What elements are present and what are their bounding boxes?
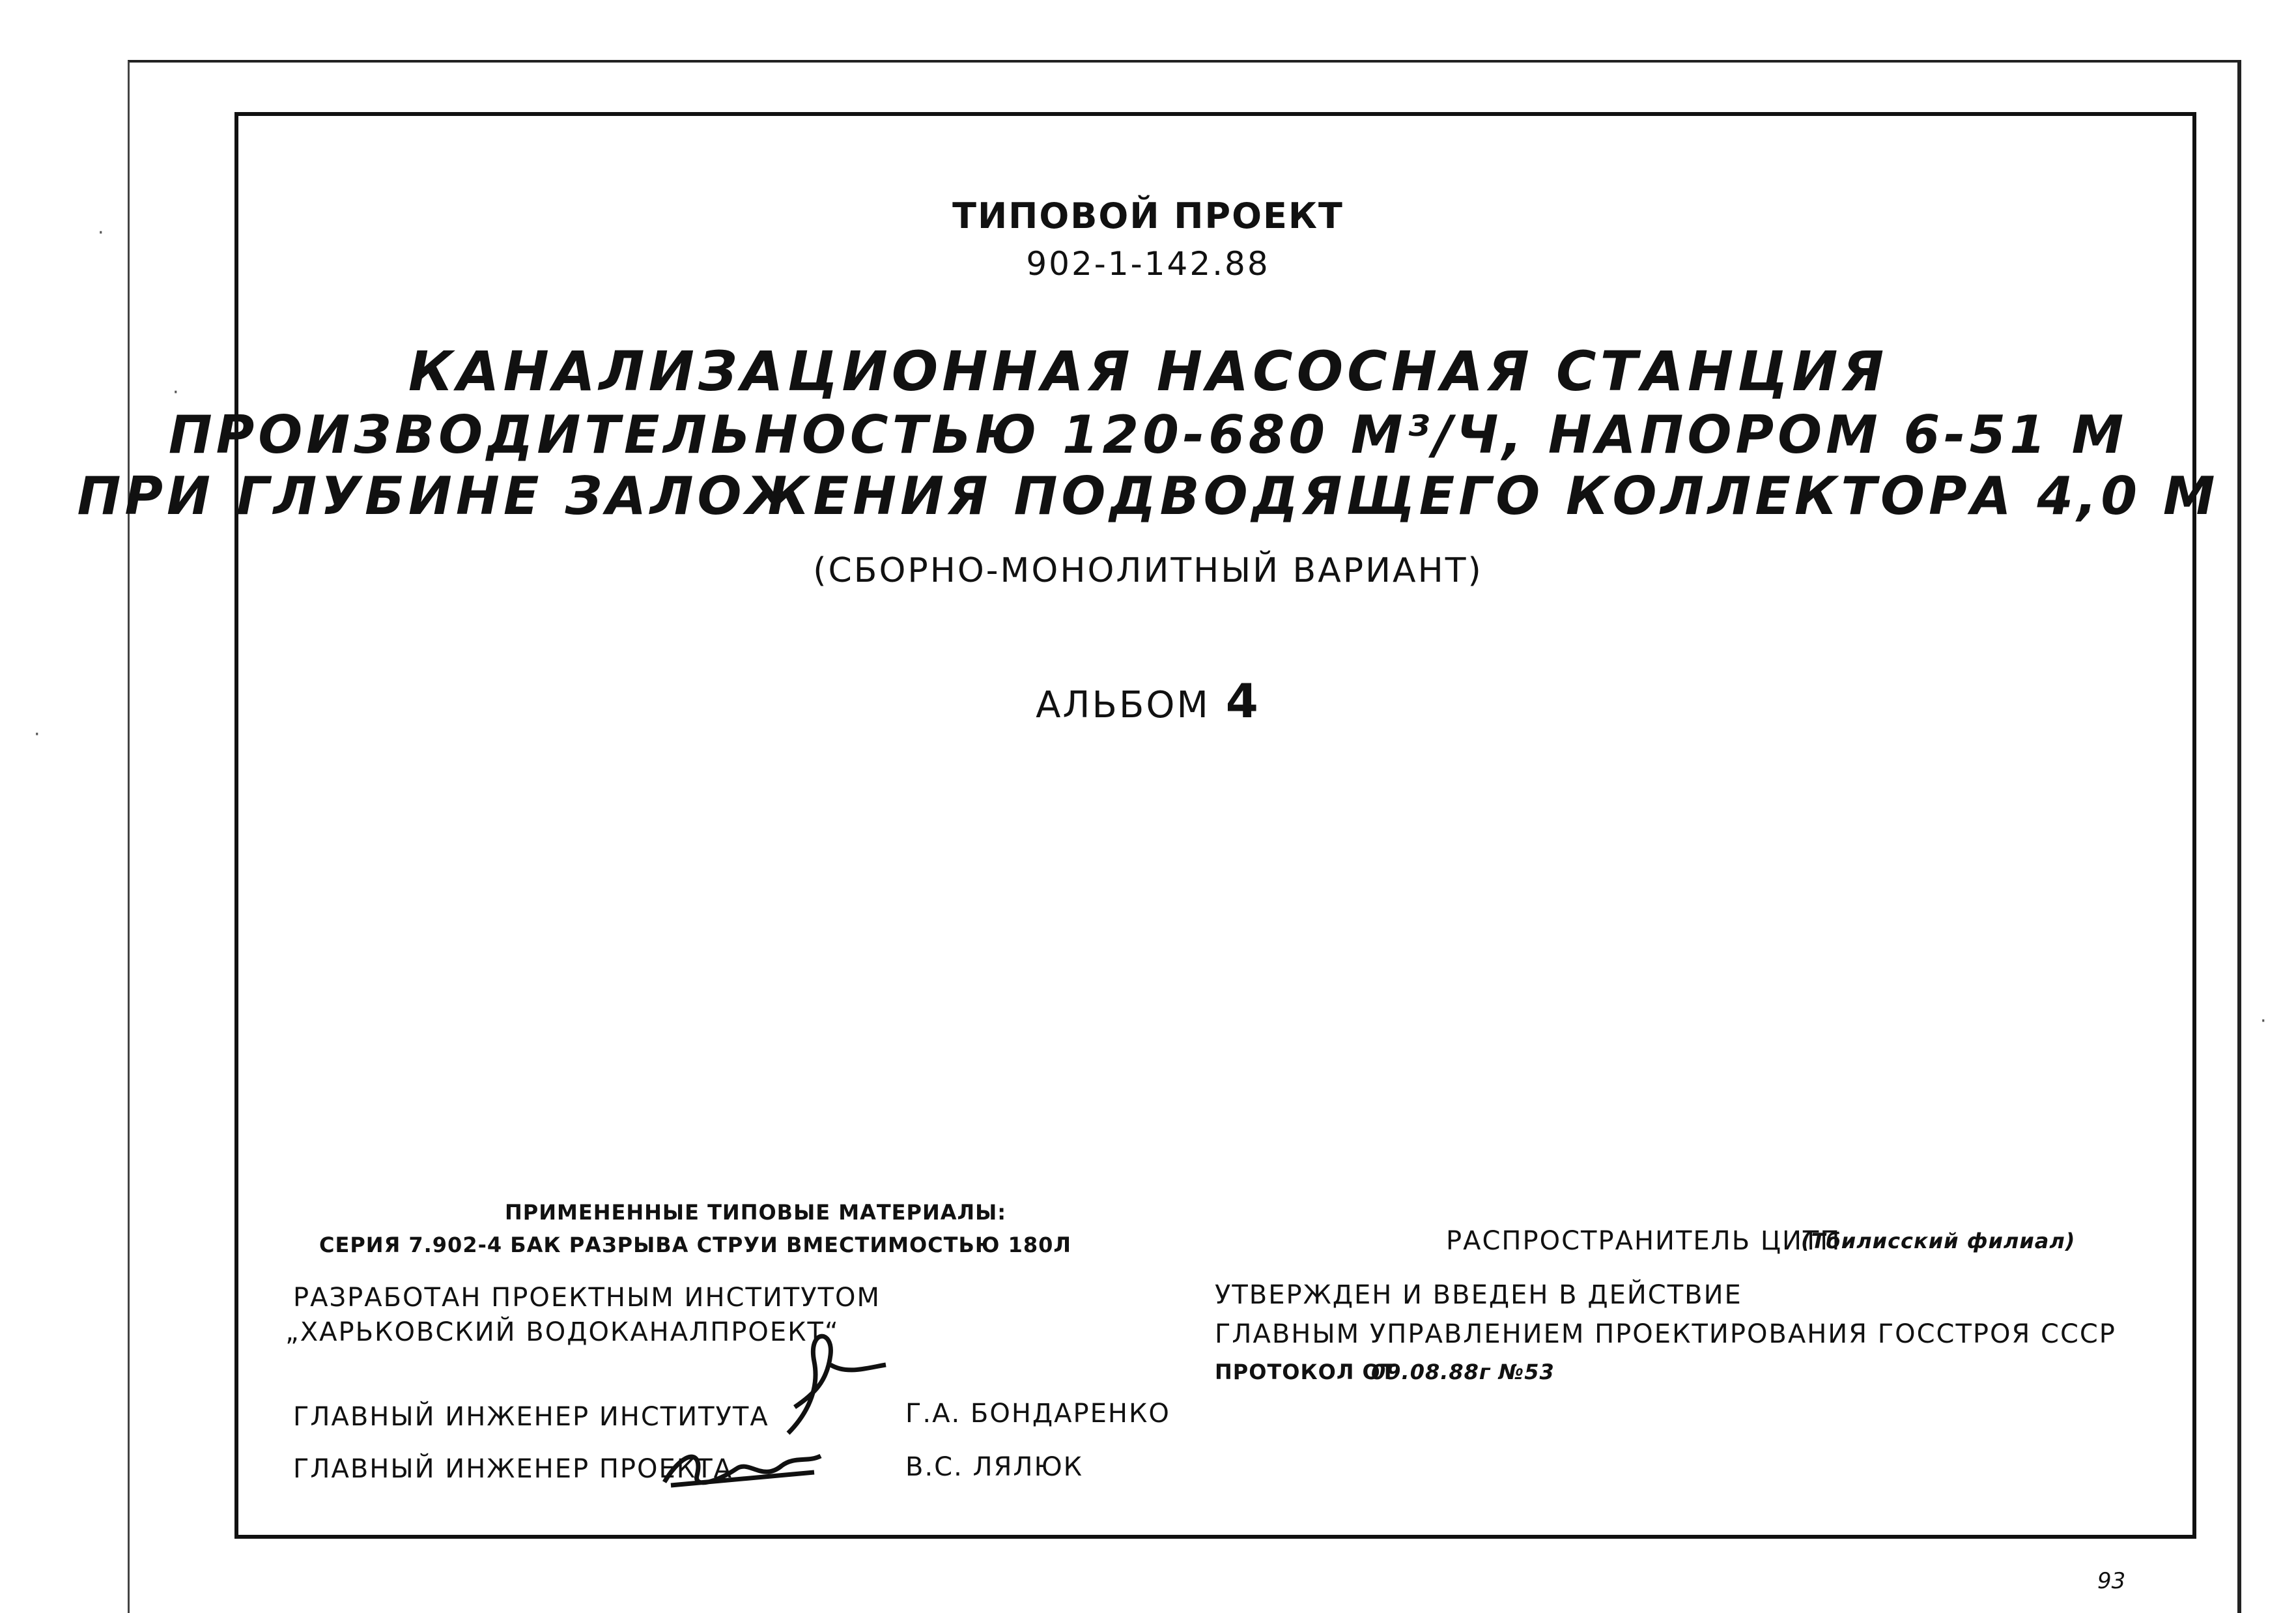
signature-name-2: В.С. ЛЯЛЮК <box>905 1452 1084 1482</box>
approval-line-2: ГЛАВНЫМ УПРАВЛЕНИЕМ ПРОЕКТИРОВАНИЯ ГОССТРОЯ СССР <box>1215 1319 2116 1349</box>
project-code: 902-1-142.88 <box>1026 245 1270 283</box>
scan-speck: · <box>98 221 104 244</box>
project-type: ТИПОВОЙ ПРОЕКТ <box>952 195 1344 236</box>
scan-speck: · <box>2260 1010 2267 1033</box>
album-heading <box>0 674 2296 728</box>
chief-engineer-signature-1 <box>769 1303 912 1446</box>
materials-heading: ПРИМЕНЕННЫЕ ТИПОВЫЕ МАТЕРИАЛЫ: <box>505 1200 1007 1225</box>
title-line-1: КАНАЛИЗАЦИОННАЯ НАСОСНАЯ СТАНЦИЯ <box>408 339 1888 403</box>
signature-name-1: Г.А. БОНДАРЕНКО <box>905 1399 1170 1429</box>
variant-subtitle: (СБОРНО-МОНОЛИТНЫЙ ВАРИАНТ) <box>813 551 1483 590</box>
scan-speck: · <box>34 723 40 746</box>
album-number: 4 <box>1225 674 1260 728</box>
developer-line-1: РАЗРАБОТАН ПРОЕКТНЫМ ИНСТИТУТОМ <box>293 1283 881 1313</box>
signature-role-2: ГЛАВНЫЙ ИНЖЕНЕР ПРОЕКТА <box>293 1454 733 1484</box>
album-label: АЛЬБОМ <box>1036 684 1210 726</box>
chief-engineer-signature-2 <box>658 1436 827 1495</box>
distributor-branch: (Тбилисский филиал) <box>1801 1229 2076 1253</box>
distributor-label: РАСПРОСТРАНИТЕЛЬ ЦИТП <box>1446 1226 1841 1256</box>
title-line-2: ПРОИЗВОДИТЕЛЬНОСТЬЮ 120-680 М³/Ч, НАПОРОМ 6-51 М <box>168 405 2128 465</box>
materials-series: СЕРИЯ 7.902-4 БАК РАЗРЫВА СТРУИ ВМЕСТИМОСТЬЮ 180Л <box>319 1233 1071 1257</box>
approval-line-1: УТВЕРЖДЕН И ВВЕДЕН В ДЕЙСТВИЕ <box>1215 1280 1742 1310</box>
page-corner-mark: 93 <box>2097 1568 2126 1594</box>
protocol-value: 09.08.88г №53 <box>1371 1360 1555 1384</box>
scan-speck: · <box>173 381 179 404</box>
developer-line-2: „ХАРЬКОВСКИЙ ВОДОКАНАЛПРОЕКТ“ <box>285 1317 840 1347</box>
title-line-3: ПРИ ГЛУБИНЕ ЗАЛОЖЕНИЯ ПОДВОДЯЩЕГО КОЛЛЕКТОРА 4,0 М <box>77 466 2219 526</box>
signature-role-1: ГЛАВНЫЙ ИНЖЕНЕР ИНСТИТУТА <box>293 1402 769 1432</box>
protocol-label: ПРОТОКОЛ ОТ <box>1215 1360 1396 1384</box>
